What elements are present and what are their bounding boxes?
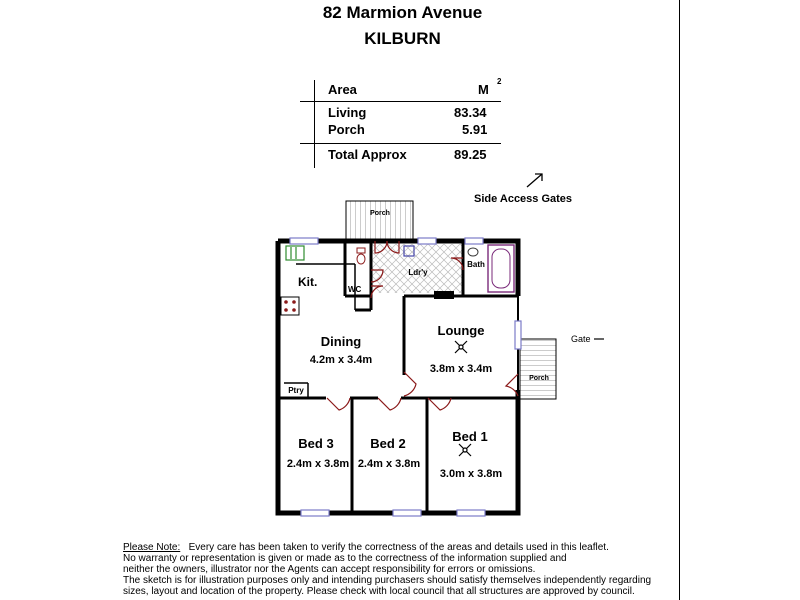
kitchen-sink [286, 246, 304, 260]
porch-top-label: Porch [370, 210, 390, 217]
disclaimer-text-1: Every care has been taken to verify the correctness of the areas and details used in this leaflet. [188, 542, 609, 553]
disclaimer-line-1 [123, 542, 609, 554]
lounge-label: Lounge [437, 323, 485, 338]
disclaimer-line-5: sizes, layout and location of the property. Please check with local council that all structures are approved by council. [123, 586, 635, 597]
disclaimer-heading: Please Note: [123, 542, 181, 553]
bed1-label: Bed 1 [452, 429, 488, 444]
lounge-fireplace [434, 291, 454, 299]
area-header-label: Area [328, 82, 357, 97]
gate-label: Gate [571, 334, 591, 344]
lounge-ceiling-fan-icon [455, 341, 467, 353]
area-row-living-value: 83.34 [454, 105, 487, 120]
wc-label: WC [348, 285, 362, 294]
porch-top-boards [346, 201, 413, 239]
lounge-size: 3.8m x 3.4m [429, 363, 493, 375]
bed1-size: 3.0m x 3.8m [439, 468, 503, 480]
stove-burners [284, 300, 296, 312]
kitchen-label: Kit. [298, 275, 318, 289]
disclaimer-line-2: No warranty or representation is given or made as to the correctness of the information supplied and [123, 553, 567, 564]
bed2-label: Bed 2 [370, 436, 406, 451]
area-row-porch-label: Porch [328, 122, 365, 137]
bed1-ceiling-fan-icon [459, 444, 471, 456]
disclaimer-line-3: neither the owners, illustrator nor the Agents can accept responsibility for errors or omissions. [123, 564, 536, 575]
bed3-label: Bed 3 [298, 436, 334, 451]
laundry-label: Ldr'y [408, 268, 428, 277]
area-total-label: Total Approx [328, 147, 407, 162]
toilet-cistern [357, 248, 365, 253]
dining-label: Dining [320, 334, 362, 349]
porch-side-boards [520, 339, 556, 399]
porch-side-label: Porch [529, 375, 549, 382]
pantry-label: Ptry [288, 386, 304, 395]
disclaimer-line-4: The sketch is for illustration purposes only and intending purchasers should satisfy themselves independently regarding [123, 575, 652, 586]
dining-size: 4.2m x 3.4m [309, 354, 373, 366]
bed3-size: 2.4m x 3.8m [286, 458, 350, 470]
area-row-living-label: Living [328, 105, 367, 120]
property-suburb: KILBURN [364, 29, 441, 48]
area-total-value: 89.25 [454, 147, 487, 162]
bed2-size: 2.4m x 3.8m [357, 458, 421, 470]
area-unit-exponent: 2 [497, 77, 502, 86]
bathroom-basin [468, 248, 478, 256]
area-row-porch-value: 5.91 [462, 122, 488, 137]
toilet-bowl [357, 254, 365, 264]
side-access-gates-label: Side Access Gates [474, 193, 573, 205]
property-address: 82 Marmion Avenue [322, 3, 483, 22]
bath-label: Bath [467, 260, 485, 269]
bathtub-inner [492, 249, 510, 288]
kitchen-stove [281, 297, 299, 315]
area-unit-label: M [478, 82, 489, 97]
